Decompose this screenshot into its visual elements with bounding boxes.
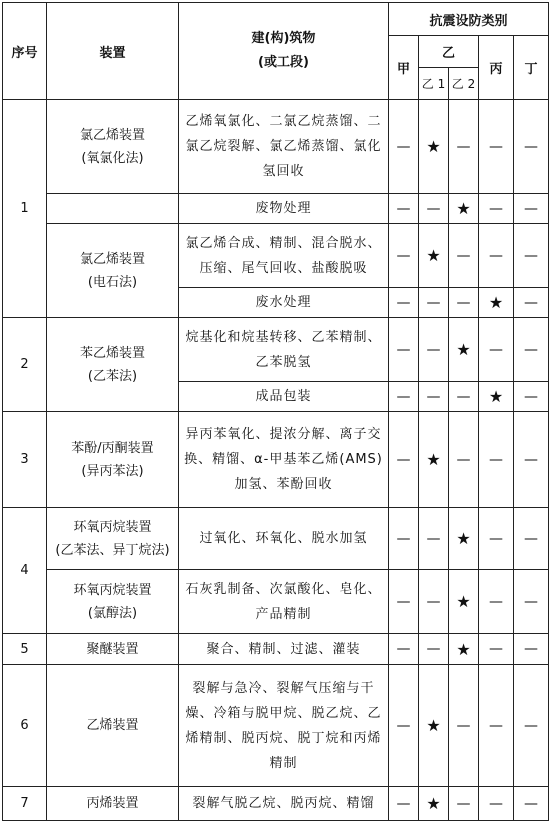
building-cell: 废水处理 — [179, 288, 389, 318]
building-cell: 过氧化、环氧化、脱水加氢 — [179, 508, 389, 570]
row-no: 2 — [3, 318, 47, 412]
mark-ding: — — [514, 224, 549, 288]
mark-yi2: — — [449, 100, 479, 194]
building-cell: 裂解与急冷、裂解气压缩与干燥、冷箱与脱甲烷、脱乙烷、乙烯精制、脱丙烷、脱丁烷和丙烯精制 — [179, 665, 389, 787]
mark-yi2: — — [449, 382, 479, 412]
table-row — [3, 665, 549, 787]
table-row — [3, 318, 549, 382]
device-line: (电石法) — [87, 274, 138, 290]
mark-bing: — — [479, 318, 514, 382]
device-cell — [47, 194, 179, 224]
device-cell — [47, 100, 179, 194]
mark-bing: — — [479, 570, 514, 634]
building-cell: 烷基化和烷基转移、乙苯精制、乙苯脱氢 — [179, 318, 389, 382]
mark-yi2: ★ — [449, 194, 479, 224]
building-cell: 乙烯氧氯化、二氯乙烷蒸馏、二氯乙烷裂解、氯乙烯蒸馏、氯化氢回收 — [179, 100, 389, 194]
mark-bing: — — [479, 412, 514, 508]
mark-ding: — — [514, 318, 549, 382]
device-line: (异丙苯法) — [81, 463, 144, 479]
row-no: 7 — [3, 787, 47, 821]
mark-bing: — — [479, 100, 514, 194]
mark-ding: — — [514, 665, 549, 787]
mark-yi2: — — [449, 665, 479, 787]
table-row — [3, 100, 549, 194]
mark-jia: — — [389, 508, 419, 570]
mark-jia: — — [389, 288, 419, 318]
mark-yi1: — — [419, 508, 449, 570]
mark-bing: — — [479, 787, 514, 821]
mark-ding: — — [514, 382, 549, 412]
mark-bing: — — [479, 224, 514, 288]
mark-yi1: — — [419, 194, 449, 224]
mark-bing: ★ — [479, 382, 514, 412]
building-cell: 聚合、精制、过滤、灌装 — [179, 634, 389, 665]
table-row — [3, 634, 549, 665]
mark-ding: — — [514, 570, 549, 634]
device-line: (氯醇法) — [87, 605, 138, 621]
table-row — [3, 224, 549, 288]
mark-yi1: — — [419, 570, 449, 634]
mark-yi2: — — [449, 412, 479, 508]
table-row — [3, 194, 549, 224]
table-row — [3, 570, 549, 634]
table-row — [3, 412, 549, 508]
header-ding: 丁 — [514, 36, 549, 100]
row-no: 1 — [3, 100, 47, 318]
device-cell — [47, 787, 179, 821]
device-cell — [47, 412, 179, 508]
mark-yi2: ★ — [449, 508, 479, 570]
device-line: 乙烯装置 — [86, 718, 139, 733]
mark-yi2: — — [449, 787, 479, 821]
header-no: 序号 — [3, 3, 47, 100]
mark-ding: — — [514, 787, 549, 821]
mark-jia: — — [389, 194, 419, 224]
mark-bing: — — [479, 634, 514, 665]
mark-ding: — — [514, 100, 549, 194]
mark-ding: — — [514, 194, 549, 224]
device-line: 丙烯装置 — [86, 796, 139, 811]
mark-jia: — — [389, 570, 419, 634]
device-cell — [47, 508, 179, 570]
device-line: 苯酚/丙酮装置 — [71, 440, 154, 456]
row-no: 3 — [3, 412, 47, 508]
device-line: 苯乙烯装置 — [79, 345, 145, 361]
building-cell: 废物处理 — [179, 194, 389, 224]
row-no: 6 — [3, 665, 47, 787]
mark-yi2: ★ — [449, 634, 479, 665]
mark-jia: — — [389, 665, 419, 787]
mark-jia: — — [389, 382, 419, 412]
device-line: (乙苯法、异丁烷法) — [55, 542, 170, 558]
mark-yi2: — — [449, 288, 479, 318]
mark-yi2: — — [449, 224, 479, 288]
mark-bing: — — [479, 665, 514, 787]
mark-yi1: ★ — [419, 787, 449, 821]
device-cell — [47, 318, 179, 412]
building-cell: 裂解气脱乙烷、脱丙烷、精馏 — [179, 787, 389, 821]
mark-yi1: ★ — [419, 100, 449, 194]
device-line: (氧氯化法) — [81, 150, 144, 166]
mark-jia: — — [389, 787, 419, 821]
mark-bing: — — [479, 194, 514, 224]
mark-bing: — — [479, 508, 514, 570]
row-no: 5 — [3, 634, 47, 665]
mark-yi1: — — [419, 288, 449, 318]
device-cell — [47, 665, 179, 787]
device-line: 氯乙烯装置 — [79, 127, 145, 143]
building-cell: 石灰乳制备、次氯酸化、皂化、产品精制 — [179, 570, 389, 634]
seismic-category-table — [2, 2, 549, 821]
mark-yi1: ★ — [419, 412, 449, 508]
device-line: 环氧丙烷装置 — [73, 582, 152, 598]
device-cell — [47, 634, 179, 665]
device-line: 聚醚装置 — [86, 641, 139, 657]
header-bing: 丙 — [479, 36, 514, 100]
device-line: (乙苯法) — [87, 368, 138, 384]
header-yi: 乙 — [419, 36, 479, 68]
mark-jia: — — [389, 318, 419, 382]
device-line: 环氧丙烷装置 — [73, 519, 152, 535]
mark-yi1: — — [419, 634, 449, 665]
mark-jia: — — [389, 224, 419, 288]
device-cell — [47, 224, 179, 318]
building-cell: 成品包装 — [179, 382, 389, 412]
header-building-line2: (或工段) — [258, 55, 309, 70]
mark-ding: — — [514, 508, 549, 570]
header-building — [179, 3, 389, 100]
device-cell — [47, 570, 179, 634]
mark-bing: ★ — [479, 288, 514, 318]
mark-yi1: — — [419, 382, 449, 412]
row-no: 4 — [3, 508, 47, 634]
mark-ding: — — [514, 412, 549, 508]
building-cell: 氯乙烯合成、精制、混合脱水、压缩、尾气回收、盐酸脱吸 — [179, 224, 389, 288]
building-cell: 异丙苯氧化、提浓分解、离子交换、精馏、α-甲基苯乙烯(AMS)加氢、苯酚回收 — [179, 412, 389, 508]
mark-jia: — — [389, 100, 419, 194]
table-row — [3, 508, 549, 570]
mark-jia: — — [389, 634, 419, 665]
mark-ding: — — [514, 288, 549, 318]
table-row — [3, 787, 549, 821]
mark-yi1: ★ — [419, 224, 449, 288]
header-category: 抗震设防类别 — [389, 3, 549, 36]
mark-yi1: ★ — [419, 665, 449, 787]
mark-jia: — — [389, 412, 419, 508]
mark-ding: — — [514, 634, 549, 665]
header-building-line1: 建(构)筑物 — [251, 31, 316, 46]
header-yi2: 乙 2 — [449, 68, 479, 100]
device-line: 氯乙烯装置 — [79, 251, 145, 267]
header-jia: 甲 — [389, 36, 419, 100]
header-device: 装置 — [47, 3, 179, 100]
mark-yi1: — — [419, 318, 449, 382]
header-yi1: 乙 1 — [419, 68, 449, 100]
mark-yi2: ★ — [449, 318, 479, 382]
mark-yi2: ★ — [449, 570, 479, 634]
